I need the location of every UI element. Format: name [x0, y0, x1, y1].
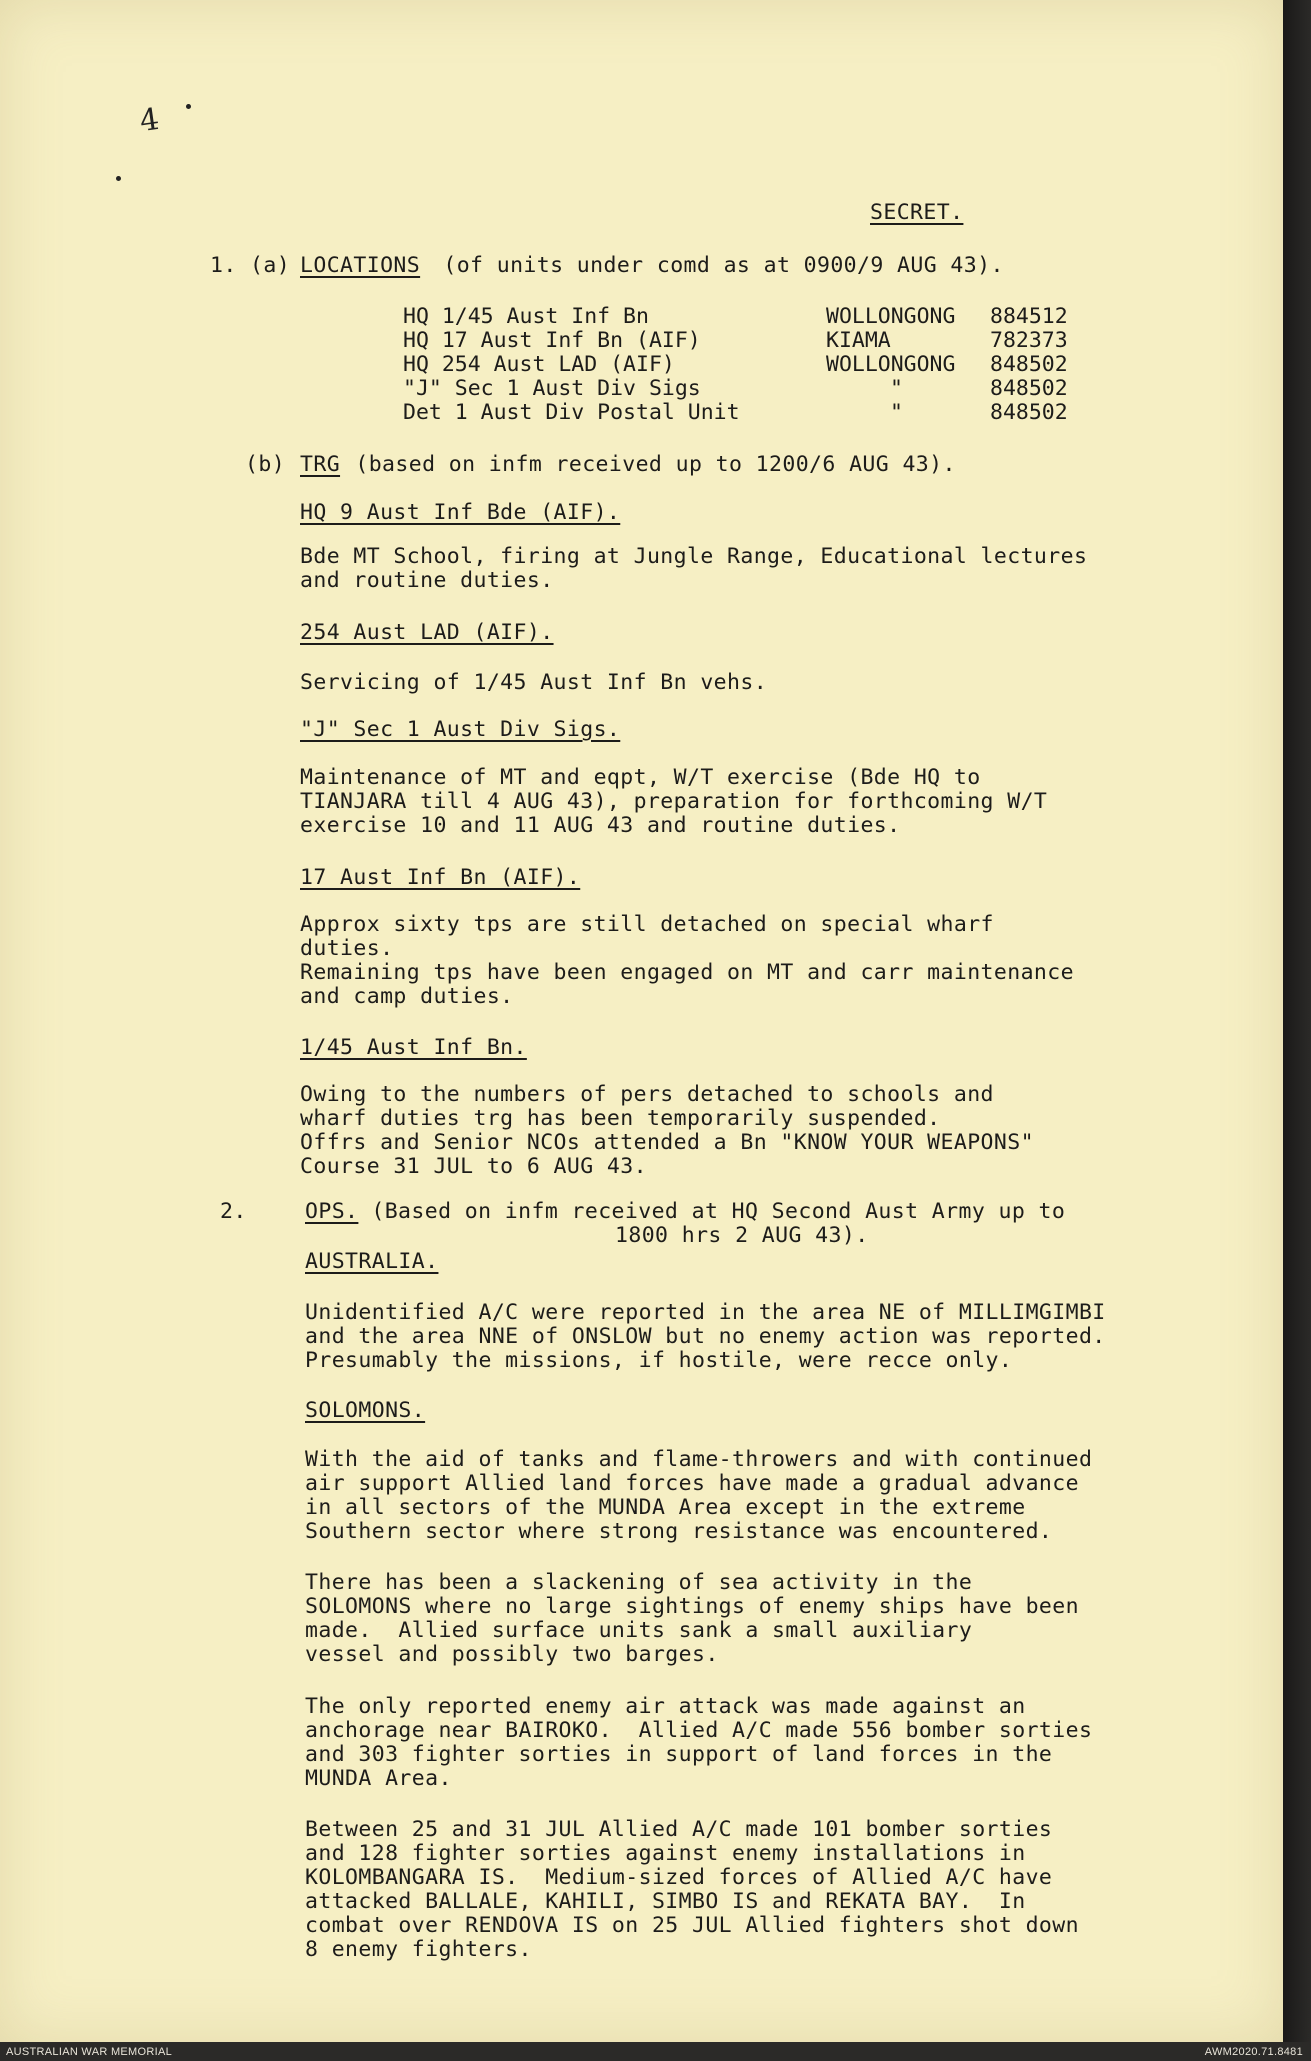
unit-heading: "J" Sec 1 Aust Div Sigs. [300, 717, 621, 742]
ops-text-line: SOLOMONS where no large sightings of enemy ships have been [305, 1594, 1079, 1619]
unit-heading: 254 Aust LAD (AIF). [300, 620, 554, 645]
ops-text-line: Southern sector where strong resistance was encountered. [305, 1519, 1053, 1544]
ops-text-line: Between 25 and 31 JUL Allied A/C made 101 bomber sorties [305, 1817, 1053, 1842]
location-place: " [890, 376, 903, 401]
locations-heading-rest: (of units under comd as at 0900/9 AUG 43). [430, 253, 1004, 278]
location-grid-ref: 848502 [990, 352, 1068, 377]
ops-heading: OPS. [305, 1199, 359, 1224]
ops-text-line: made. Allied surface units sank a small auxiliary [305, 1618, 973, 1643]
ops-heading-rest: 1800 hrs 2 AUG 43). [615, 1223, 869, 1248]
ops-text-line: Presumably the missions, if hostile, were recce only. [305, 1348, 1013, 1373]
unit-text-line: Maintenance of MT and eqpt, W/T exercise (Bde HQ to [300, 765, 981, 790]
unit-text-line: Servicing of 1/45 Aust Inf Bn vehs. [300, 670, 768, 695]
ops-text-line: The only reported enemy air attack was made against an [305, 1694, 1026, 1719]
region-heading-australia: AUSTRALIA. [305, 1249, 439, 1274]
ops-text-line: 8 enemy fighters. [305, 1937, 532, 1962]
unit-text-line: exercise 10 and 11 AUG 43 and routine duties. [300, 813, 901, 838]
section-1-number: 1. [210, 253, 237, 278]
location-unit: Det 1 Aust Div Postal Unit [403, 400, 740, 425]
location-unit: HQ 17 Aust Inf Bn (AIF) [403, 328, 701, 353]
location-grid-ref: 848502 [990, 376, 1068, 401]
locations-heading: LOCATIONS [300, 253, 421, 278]
ops-text-line: anchorage near BAIROKO. Allied A/C made 556 bomber sorties [305, 1718, 1093, 1743]
training-heading: TRG [300, 452, 341, 477]
ops-text-line: air support Allied land forces have made a gradual advance [305, 1471, 1079, 1496]
unit-text-line: TIANJARA till 4 AUG 43), preparation for forthcoming W/T [300, 789, 1048, 814]
location-place: KIAMA [826, 328, 891, 353]
location-place: " [890, 400, 903, 425]
unit-heading: 17 Aust Inf Bn (AIF). [300, 865, 581, 890]
unit-text-line: Approx sixty tps are still detached on special wharf [300, 912, 994, 937]
section-2-number: 2. [220, 1199, 247, 1224]
page-edge [1283, 0, 1311, 2042]
location-unit: HQ 1/45 Aust Inf Bn [403, 304, 649, 329]
ops-text-line: and the area NNE of ONSLOW but no enemy action was reported. [305, 1324, 1106, 1349]
ops-text-line: MUNDA Area. [305, 1766, 452, 1791]
location-unit: HQ 254 Aust LAD (AIF) [403, 352, 675, 377]
location-place: WOLLONGONG [826, 304, 956, 329]
location-grid-ref: 848502 [990, 400, 1068, 425]
handwritten-page-number: 4 [137, 101, 162, 140]
classification-marking: SECRET. [870, 200, 964, 225]
subsection-a-label: (a) [250, 253, 291, 278]
location-grid-ref: 884512 [990, 304, 1068, 329]
region-heading-solomons: SOLOMONS. [305, 1398, 426, 1423]
unit-text-line: Owing to the numbers of pers detached to schools and [300, 1082, 994, 1107]
unit-text-line: Course 31 JUL to 6 AUG 43. [300, 1154, 647, 1179]
subsection-b-label: (b) [245, 452, 286, 477]
unit-text-line: Bde MT School, firing at Jungle Range, Educational lectures [300, 544, 1088, 569]
ops-text-line: in all sectors of the MUNDA Area except in the extreme [305, 1495, 1026, 1520]
unit-heading: HQ 9 Aust Inf Bde (AIF). [300, 500, 621, 525]
ops-text-line: Unidentified A/C were reported in the area NE of MILLIMGIMBI [305, 1300, 1106, 1325]
location-grid-ref: 782373 [990, 328, 1068, 353]
ink-mark [116, 176, 121, 181]
ops-text-line: combat over RENDOVA IS on 25 JUL Allied fighters shot down [305, 1913, 1079, 1938]
ops-text-line: and 303 fighter sorties in support of land forces in the [305, 1742, 1053, 1767]
ink-mark [186, 104, 191, 109]
ops-heading-rest: (Based on infm received at HQ Second Aust Army up to [358, 1199, 1066, 1224]
unit-text-line: Offrs and Senior NCOs attended a Bn "KNOW YOUR WEAPONS" [300, 1130, 1034, 1155]
unit-text-line: duties. [300, 936, 394, 961]
unit-text-line: wharf duties trg has been temporarily suspended. [300, 1106, 941, 1131]
ops-text-line: vessel and possibly two barges. [305, 1642, 719, 1667]
unit-text-line: and camp duties. [300, 984, 514, 1009]
unit-text-line: and routine duties. [300, 568, 554, 593]
unit-heading: 1/45 Aust Inf Bn. [300, 1035, 527, 1060]
archive-reference: AWM2020.71.8481 [1204, 2046, 1303, 2058]
ops-text-line: With the aid of tanks and flame-throwers and with continued [305, 1447, 1093, 1472]
ops-text-line: KOLOMBANGARA IS. Medium-sized forces of Allied A/C have [305, 1865, 1053, 1890]
ops-text-line: There has been a slackening of sea activity in the [305, 1570, 973, 1595]
ops-text-line: attacked BALLALE, KAHILI, SIMBO IS and REKATA BAY. In [305, 1889, 1026, 1914]
archive-credit: AUSTRALIAN WAR MEMORIAL [6, 2046, 173, 2058]
ops-text-line: and 128 fighter sorties against enemy installations in [305, 1841, 1026, 1866]
location-unit: "J" Sec 1 Aust Div Sigs [403, 376, 701, 401]
training-heading-rest: (based on infm received up to 1200/6 AUG 43). [342, 452, 956, 477]
unit-text-line: Remaining tps have been engaged on MT and carr maintenance [300, 960, 1074, 985]
location-place: WOLLONGONG [826, 352, 956, 377]
